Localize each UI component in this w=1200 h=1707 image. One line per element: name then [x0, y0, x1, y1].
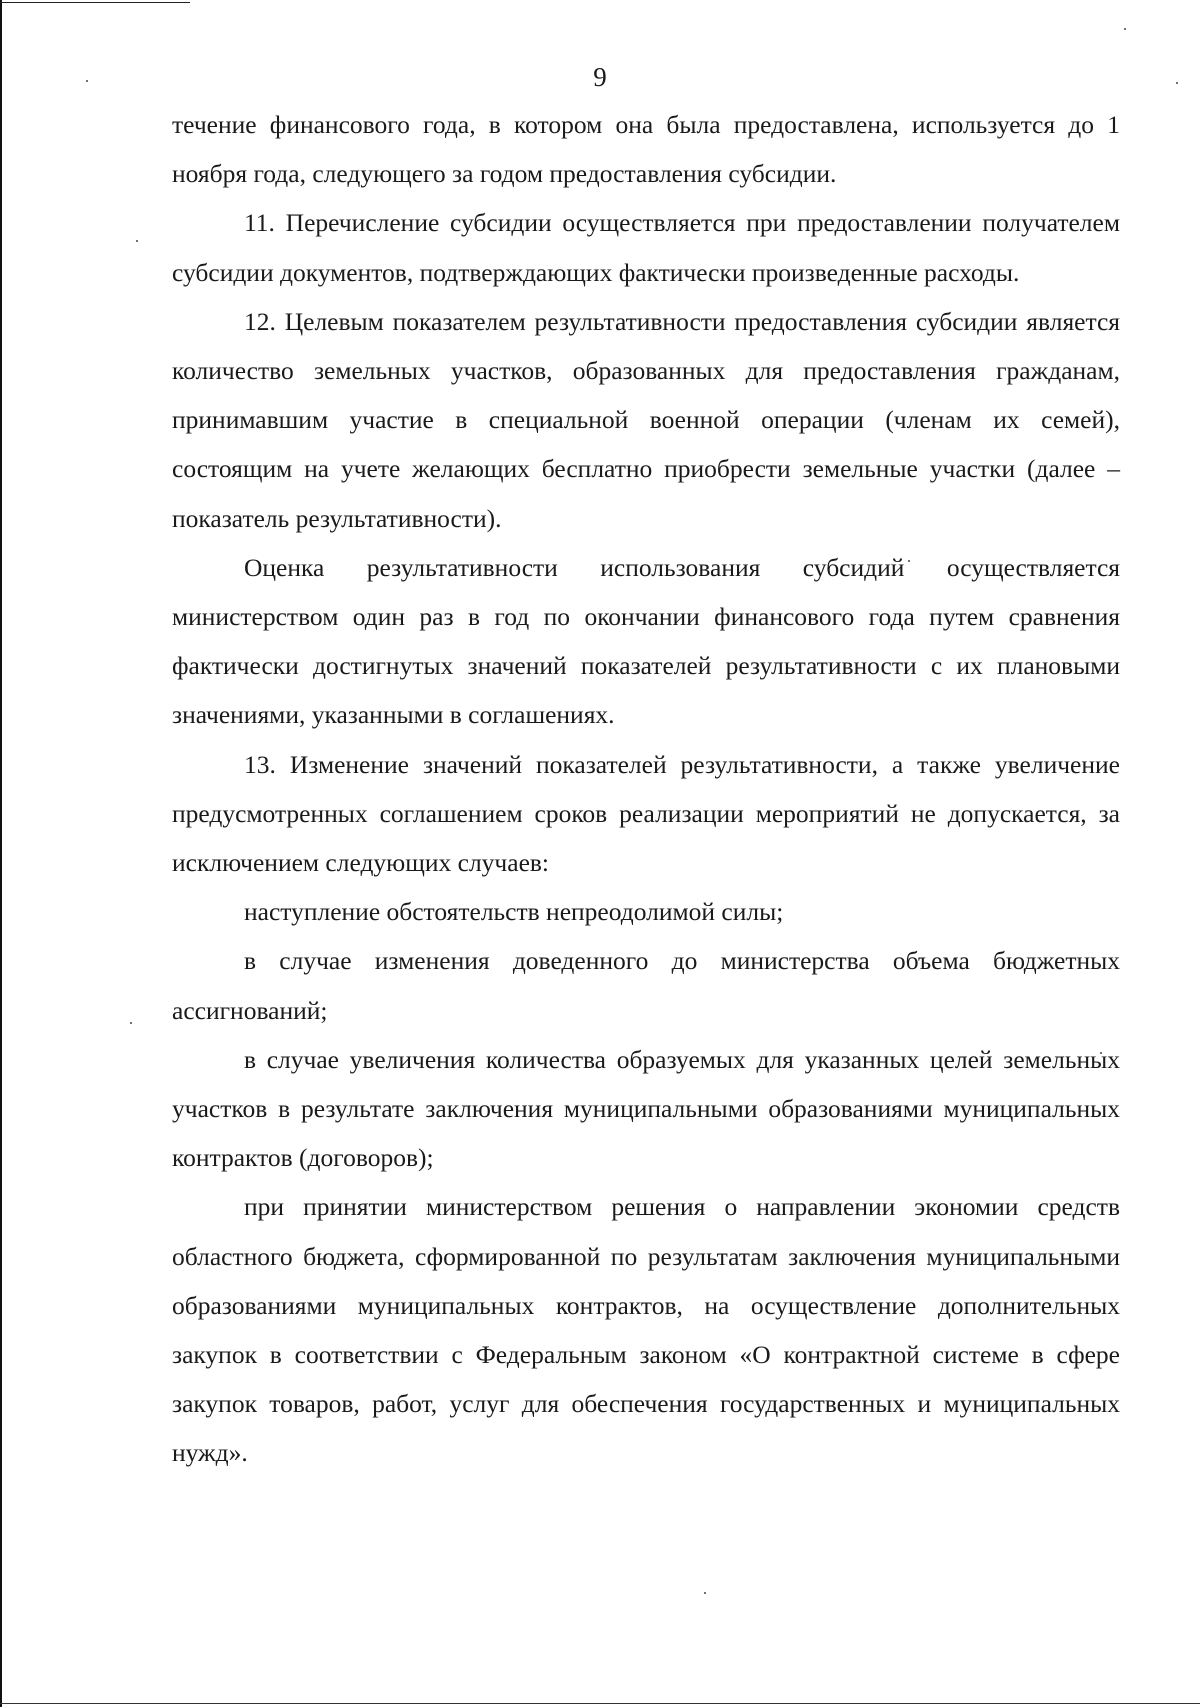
scan-speck — [1124, 28, 1126, 30]
document-body — [172, 100, 1120, 1478]
scan-speck — [130, 1022, 132, 1024]
paragraph-case-savings: при принятии министерством решения о направлении экономии средств областного бюджета, сформированной по результатам заключения муниципальными образованиями муниципальных контрактов, на осуществление дополнительных закупок в соответствии с Федеральным законом «О контрактной системе в сфере закупок товаров, работ, услуг для обеспечения государственных и муниципальных нужд». — [172, 1192, 1120, 1468]
paragraph-clause-12: 12. Целевым показателем результативности предоставления субсидии является количество земельных участков, образованных для предоставления гражданам, принимавшим участие в специальной военной операции (членам их семей), состоящим на учете желающих бесплатно приобрести земельные участки (далее – показатель результативности). — [172, 306, 1120, 533]
paragraph-clause-13: 13. Изменение значений показателей результативности, а также увеличение предусмотренных соглашением сроков реализации мероприятий не допускается, за исключением следующих случаев: — [172, 749, 1120, 878]
paragraph-case-plots-increase: в случае увеличения количества образуемых для указанных целей земельных участков в результате заключения муниципальными образованиями муниципальных контрактов (договоров); — [172, 1044, 1120, 1173]
scan-line-top — [0, 2, 190, 3]
scan-speck — [136, 240, 138, 242]
scan-speck — [704, 1592, 706, 1594]
paragraph-clause-11: 11. Перечисление субсидии осуществляется при предоставлении получателем субсидии документов, подтверждающих фактически произведенные расходы. — [172, 208, 1120, 287]
scan-edge-left — [0, 0, 2, 1707]
paragraph-case-budget-change: в случае изменения доведенного до министерства объема бюджетных ассигнований; — [172, 946, 1120, 1025]
scan-line-bottom — [0, 1703, 1200, 1704]
paragraph-assessment: Оценка результативности использования субсидий осуществляется министерством один раз в год по окончании финансового года путем сравнения фактически достигнутых значений показателей результативности с их плановыми значениями, указанными в соглашениях. — [172, 552, 1120, 730]
paragraph-case-force-majeure: наступление обстоятельств непреодолимой силы; — [244, 897, 784, 927]
page-number: 9 — [593, 62, 607, 92]
paragraph-continuation: течение финансового года, в котором она была предоставлена, используется до 1 ноября года, следующего за годом предоставления субсидии. — [172, 110, 1120, 189]
